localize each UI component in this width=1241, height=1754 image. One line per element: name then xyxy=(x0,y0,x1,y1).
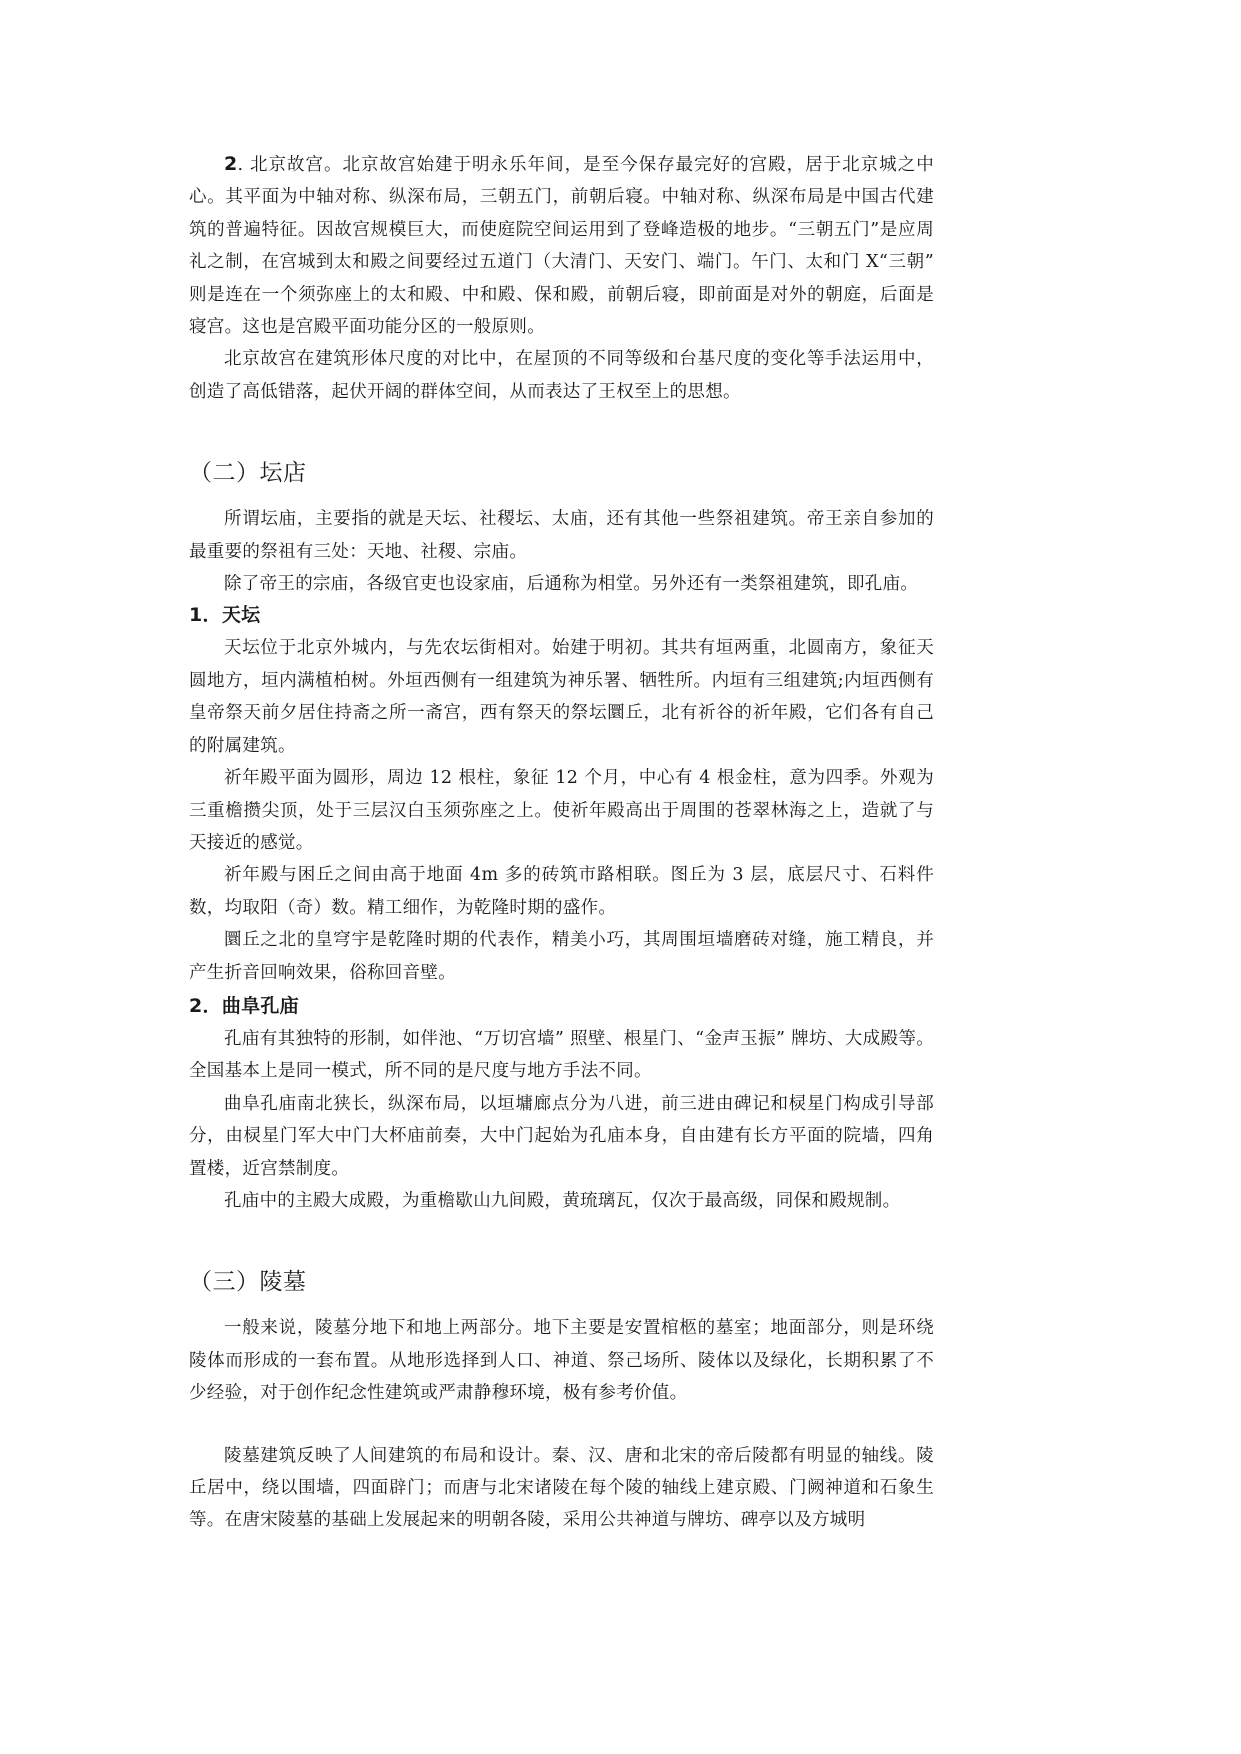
qufu-heading: 2．曲阜孔庙 xyxy=(189,994,300,1017)
tombs-paragraph-1: 一般来说，陵墓分地下和地上两部分。地下主要是安置棺柩的墓室；地面部分，则是环绕陵体而形成的一套布置。从地形选择到人口、神道、祭己场所、陵体以及绿化，长期积累了不少经验，对于创作纪念性建筑或严肃静穆环境，极有参考价值。 xyxy=(189,1318,934,1404)
temples-paragraph-2: 除了帝王的宗庙，各级官吏也设家庙，后通称为相堂。另外还有一类祭祖建筑，即孔庙。 xyxy=(224,574,919,595)
palace-paragraph-2: 北京故宫在建筑形体尺度的对比中，在屋顶的不同等级和台基尺度的变化等手法运用中，创造了高低错落，起伏开阔的群体空间，从而表达了王权至上的思想。 xyxy=(189,349,934,402)
palace-number: 2 xyxy=(224,153,238,175)
document-page xyxy=(189,148,934,1537)
temples-heading: （二）坛店 xyxy=(189,460,307,487)
tombs-paragraph-2: 陵墓建筑反映了人间建筑的布局和设计。秦、汉、唐和北宋的帝后陵都有明显的轴线。陵丘居中，绕以围墙，四面辟门；而唐与北宋诸陵在每个陵的轴线上建京殿、门阙神道和石象生等。在唐宋陵墓的基础上发展起来的明朝各陵，采用公共神道与牌坊、碑亭以及方城明 xyxy=(189,1445,934,1531)
tombs-heading: （三）陵墓 xyxy=(189,1269,307,1296)
temples-paragraph-1: 所谓坛庙，主要指的就是天坛、社稷坛、太庙，还有其他一些祭祖建筑。帝王亲自参加的最重要的祭祖有三处：天地、社稷、宗庙。 xyxy=(189,509,934,562)
tiantan-paragraph-4: 圜丘之北的皇穹宇是乾隆时期的代表作，精美小巧，其周围垣墙磨砖对缝，施工精良，并产生折音回响效果，俗称回音壁。 xyxy=(189,930,934,983)
tiantan-paragraph-2: 祈年殿平面为圆形，周边 12 根柱，象征 12 个月，中心有 4 根金柱，意为四季。外观为三重檐攒尖顶，处于三层汉白玉须弥座之上。使祈年殿高出于周围的苍翠林海之上，造就了与天接近的感觉。 xyxy=(189,768,934,853)
qufu-paragraph-1: 孔庙有其独特的形制，如伴池、“万切宫墙” 照壁、根星门、“金声玉振” 牌坊、大成殿等。全国基本上是同一模式，所不同的是尺度与地方手法不同。 xyxy=(189,1028,934,1082)
tiantan-paragraph-1: 天坛位于北京外城内，与先农坛街相对。始建于明初。其共有垣两重，北圆南方，象征天圆地方，垣内满植柏树。外垣西侧有一组建筑为神乐署、牺牲所。内垣有三组建筑;内垣西侧有皇帝祭天前夕居住持斋之所一斋宫，西有祭天的祭坛圜丘，北有祈谷的祈年殿，它们各有自己的附属建筑。 xyxy=(189,638,934,756)
qufu-paragraph-3: 孔庙中的主殿大成殿，为重檐歇山九间殿，黄琉璃瓦，仅次于最高级，同保和殿规制。 xyxy=(224,1190,901,1211)
palace-paragraph-1-text: . 北京故宫。北京故宫始建于明永乐年间，是至今保存最完好的宫殿，居于北京城之中心。其平面为中轴对称、纵深布局，三朝五门，前朝后寝。中轴对称、纵深布局是中国古代建筑的普遍特征。因故宫规模巨大，而使庭院空间运用到了登峰造极的地步。“三朝五门”是应周礼之制，在宫城到太和殿之间要经过五道门（大清门、天安门、端门。午门、太和门 X“三朝” 则是连在一个须弥座上的太和殿、中和殿、保和殿，前朝后寝，即前面是对外的朝庭，后面是寝宫。这也是宫殿平面功能分区的一般原则。 xyxy=(189,155,934,338)
tiantan-paragraph-3: 祈年殿与困丘之间由高于地面 4m 多的砖筑市路相联。图丘为 3 层，底层尺寸、石料件数，均取阳（奇）数。精工细作，为乾隆时期的盛作。 xyxy=(189,865,934,918)
palace-paragraph-1 xyxy=(189,148,934,343)
qufu-paragraph-2: 曲阜孔庙南北狭长，纵深布局，以垣墉廊点分为八进，前三进由碑记和棂星门构成引导部分，由棂星门军大中门大杯庙前奏，大中门起始为孔庙本身，自由建有长方平面的院墙，四角置楼，近宫禁制度。 xyxy=(189,1093,934,1179)
tiantan-heading: 1．天坛 xyxy=(189,604,261,627)
